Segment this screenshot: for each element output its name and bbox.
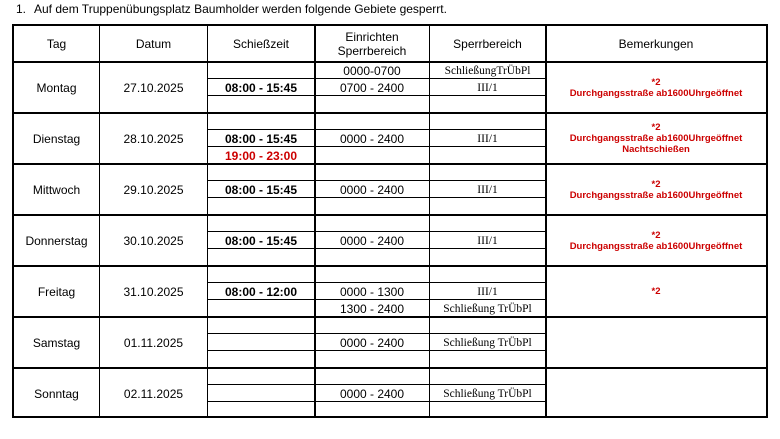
- remark-line: Nachtschießen: [622, 144, 690, 155]
- col-header-datum: Datum: [135, 36, 172, 51]
- shooting-time-cell: [208, 249, 314, 266]
- setup-area-cell: 0000-0700: [343, 63, 401, 78]
- shooting-time-cell: [208, 164, 314, 181]
- remarks-cell: [546, 113, 766, 164]
- col-header-einrichten: [315, 26, 429, 61]
- shooting-time-cell: [208, 402, 314, 419]
- setup-area-cell: [315, 317, 429, 334]
- date-cell: 31.10.2025: [123, 284, 184, 299]
- setup-area-cell: 0000 - 2400: [339, 131, 405, 146]
- day-cell: Mittwoch: [32, 182, 81, 197]
- remarks-cell: [546, 368, 766, 419]
- shooting-time-cell: [208, 300, 314, 317]
- setup-area-cell: [315, 266, 429, 283]
- day-cell: Montag: [36, 80, 77, 95]
- date-cell: 28.10.2025: [123, 131, 184, 146]
- date-cell: 27.10.2025: [123, 80, 184, 95]
- restricted-area-cell: Schließung TrÜbPl: [443, 387, 532, 400]
- restricted-area-cell: [430, 215, 545, 232]
- col-header-sperrbereich: Sperrbereich: [453, 36, 522, 51]
- remarks-cell: [546, 215, 766, 266]
- restricted-area-cell: [430, 249, 545, 266]
- shooting-time-cell: [208, 215, 314, 232]
- restricted-area-cell: [430, 96, 545, 113]
- restricted-area-cell: Schließung TrÜbPl: [443, 302, 532, 315]
- shooting-time-cell: [208, 113, 314, 130]
- col-header-einrichten-line1: Einrichten: [345, 29, 399, 44]
- remarks-cell: [546, 317, 766, 368]
- heading-text: Auf dem Truppenübungsplatz Baumholder werden folgende Gebiete gesperrt.: [34, 2, 447, 16]
- setup-area-cell: [315, 147, 429, 164]
- remarks-cell: [546, 62, 766, 113]
- restricted-area-cell: [430, 368, 545, 385]
- restricted-area-cell: III/1: [477, 285, 498, 298]
- day-cell: Sonntag: [34, 386, 79, 401]
- date-cell: 30.10.2025: [123, 233, 184, 248]
- shooting-time-cell: 08:00 - 12:00: [224, 284, 298, 299]
- remark-footnote: *2: [651, 286, 661, 297]
- setup-area-cell: 0000 - 2400: [339, 335, 405, 350]
- remark-footnote: *2: [651, 178, 661, 190]
- setup-area-cell: [315, 402, 429, 419]
- shooting-time-cell: 08:00 - 15:45: [224, 233, 298, 248]
- remark-line: Durchgangsstraße ab1600Uhrgeöffnet: [569, 87, 743, 99]
- heading-number: 1.: [16, 2, 27, 16]
- restricted-area-cell: III/1: [477, 132, 498, 145]
- shooting-time-cell: [208, 334, 314, 351]
- date-cell: 29.10.2025: [123, 182, 184, 197]
- setup-area-cell: 0700 - 2400: [339, 80, 405, 95]
- setup-area-cell: [315, 249, 429, 266]
- restricted-area-cell: [430, 164, 545, 181]
- setup-area-cell: 0000 - 1300: [339, 284, 405, 299]
- remark-footnote: *2: [651, 229, 661, 241]
- setup-area-cell: 0000 - 2400: [339, 386, 405, 401]
- shooting-time-cell: 08:00 - 15:45: [224, 182, 298, 197]
- shooting-time-cell: [208, 385, 314, 402]
- restricted-area-cell: [430, 317, 545, 334]
- day-cell: Dienstag: [32, 131, 81, 146]
- remark-footnote: *2: [651, 76, 661, 88]
- setup-area-cell: [315, 351, 429, 368]
- restricted-area-cell: Schließung TrÜbPl: [443, 336, 532, 349]
- shooting-time-cell: [208, 62, 314, 79]
- col-header-bemerkungen: Bemerkungen: [618, 36, 694, 51]
- col-header-tag: Tag: [46, 36, 67, 51]
- shooting-time-cell: 19:00 - 23:00: [224, 148, 298, 163]
- closure-table: [12, 24, 768, 418]
- remarks-cell: [546, 266, 766, 317]
- setup-area-cell: [315, 113, 429, 130]
- shooting-time-cell: [208, 266, 314, 283]
- shooting-time-cell: [208, 198, 314, 215]
- restricted-area-cell: III/1: [477, 183, 498, 196]
- remarks-cell: [546, 164, 766, 215]
- restricted-area-cell: III/1: [477, 81, 498, 94]
- shooting-time-cell: 08:00 - 15:45: [224, 80, 298, 95]
- restricted-area-cell: III/1: [477, 234, 498, 247]
- restricted-area-cell: SchließungTrÜbPl: [444, 64, 531, 77]
- setup-area-cell: 1300 - 2400: [339, 301, 405, 316]
- setup-area-cell: [315, 215, 429, 232]
- setup-area-cell: [315, 164, 429, 181]
- shooting-time-cell: 08:00 - 15:45: [224, 131, 298, 146]
- date-cell: 02.11.2025: [123, 386, 184, 401]
- restricted-area-cell: [430, 113, 545, 130]
- remark-line: Durchgangsstraße ab1600Uhrgeöffnet: [569, 133, 743, 144]
- date-cell: 01.11.2025: [123, 335, 184, 350]
- shooting-time-cell: [208, 317, 314, 334]
- remark-footnote: *2: [651, 122, 661, 133]
- remark-line: Durchgangsstraße ab1600Uhrgeöffnet: [569, 189, 743, 201]
- setup-area-cell: 0000 - 2400: [339, 182, 405, 197]
- shooting-time-cell: [208, 96, 314, 113]
- shooting-time-cell: [208, 368, 314, 385]
- day-cell: Samstag: [32, 335, 81, 350]
- restricted-area-cell: [430, 266, 545, 283]
- remark-line: Durchgangsstraße ab1600Uhrgeöffnet: [569, 240, 743, 252]
- section-heading: [16, 2, 447, 16]
- restricted-area-cell: [430, 147, 545, 164]
- restricted-area-cell: [430, 402, 545, 419]
- col-header-einrichten-line2: Sperrbereich: [337, 43, 407, 58]
- setup-area-cell: 0000 - 2400: [339, 233, 405, 248]
- day-cell: Donnerstag: [25, 233, 88, 248]
- restricted-area-cell: [430, 351, 545, 368]
- shooting-time-cell: [208, 351, 314, 368]
- restricted-area-cell: [430, 198, 545, 215]
- setup-area-cell: [315, 198, 429, 215]
- setup-area-cell: [315, 96, 429, 113]
- col-header-schiesszeit: Schießzeit: [232, 36, 290, 51]
- setup-area-cell: [315, 368, 429, 385]
- day-cell: Freitag: [37, 284, 76, 299]
